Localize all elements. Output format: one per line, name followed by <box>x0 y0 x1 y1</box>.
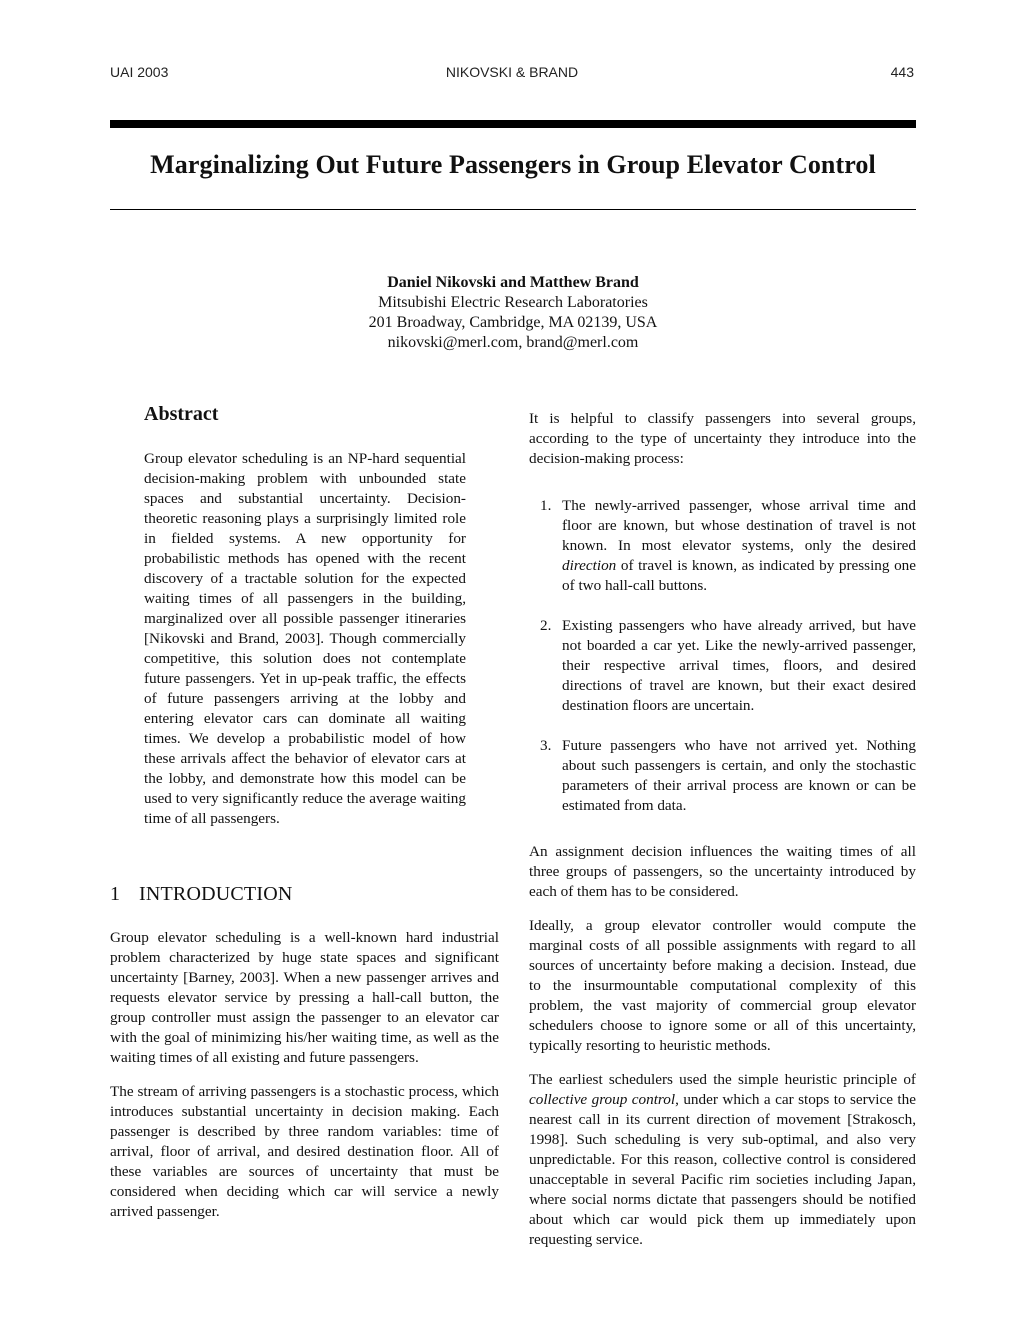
list-item-text-end: of travel is known, as indicated by pressing one of two hall-call buttons. <box>562 557 916 594</box>
classification-intro: It is helpful to classify passengers into several groups, according to the type of uncertainty they introduce into the decision-making process: <box>529 410 916 467</box>
right-column <box>529 409 916 1250</box>
paragraph-text-end: , under which a car stops to service the nearest call in its current direction of movement [Strakosch, 1998]. Such scheduling is very sub-optimal, and also very unpredictable. For this reason, collective control is considered unacceptable in several Pacific rim societies including Japan, where social norms dictate that passengers should be notified about which car would pick them up immediately upon requesting service. <box>529 1091 916 1248</box>
passenger-group-list <box>529 496 916 816</box>
paper-title: Marginalizing Out Future Passengers in Group Elevator Control <box>150 150 876 179</box>
list-item <box>529 616 916 716</box>
section-title: INTRODUCTION <box>139 883 293 905</box>
author-names: Daniel Nikovski and Matthew Brand <box>387 274 639 291</box>
introduction-heading <box>110 884 499 904</box>
intro-paragraph-2: The stream of arriving passengers is a stochastic process, which introduces substantial uncertainty in decision making. Each passenger is described by three random variables: time of arrival, floor of arrival, and desired destination floor. All of these variables are sources of uncertainty that must be considered when deciding which car will service a newly arrived passenger. <box>110 1083 499 1220</box>
author-address: 201 Broadway, Cambridge, MA 02139, USA <box>368 314 658 331</box>
earliest-schedulers-paragraph <box>529 1070 916 1250</box>
running-header-venue: UAI 2003 <box>110 64 169 80</box>
list-item-number: 1. <box>540 497 552 514</box>
running-header-authors: NIKOVSKI & BRAND <box>445 64 579 80</box>
collective-control-term: collective group control <box>529 1091 676 1108</box>
assignment-paragraph: An assignment decision influences the waiting times of all three groups of passengers, so the uncertainty introduced by each of them has to be considered. <box>529 843 916 900</box>
abstract-text: Group elevator scheduling is an NP-hard sequential decision-making problem with unbounded state spaces and substantial uncertainty. Decision-theoretic reasoning plays a surprisingly limited role in fielded systems. A new opportunity for probabilistic methods has opened with the recent discovery of a tractable solution for the expected waiting times of all passengers in the building, marginalized over all possible passenger itineraries [Nikovski and Brand, 2003]. Though commercially competitive, this solution does not contemplate future passengers. Yet in up-peak traffic, the effects of future passengers arriving at the lobby and entering elevator cars can dominate all waiting times. We develop a probabilistic model of how these arrivals affect the behavior of elevator cars at the lobby, and demonstrate how this model can be used to very significantly reduce the average waiting time of all passengers. <box>144 450 466 827</box>
list-item-number: 3. <box>540 737 552 754</box>
list-item <box>529 496 916 596</box>
list-item-text: The newly-arrived passenger, whose arrival time and floor are known, but whose destination of travel is not known. In most elevator systems, only the desired <box>562 497 916 554</box>
list-item-text: Future passengers who have not arrived yet. Nothing about such passengers is certain, and only the stochastic parameters of their arrival process are known or can be estimated from data. <box>562 737 916 814</box>
author-affiliation: Mitsubishi Electric Research Laboratories <box>378 294 648 311</box>
list-item-number: 2. <box>540 617 552 634</box>
paragraph-text: The earliest schedulers used the simple heuristic principle of <box>529 1071 916 1088</box>
intro-paragraph-1: Group elevator scheduling is a well-known hard industrial problem characterized by huge state spaces and significant uncertainty [Barney, 2003]. When a new passenger arrives and requests elevator service by pressing a hall-call button, the group controller must assign the passenger to an elevator car with the goal of minimizing his/her waiting time, as well as the waiting times of all existing and future passengers. <box>110 929 499 1066</box>
list-item-emphasis: direction <box>562 557 617 574</box>
page-number: 443 <box>890 64 914 80</box>
author-block <box>110 273 916 353</box>
abstract-heading: Abstract <box>144 403 219 425</box>
ideal-controller-paragraph: Ideally, a group elevator controller would compute the marginal costs of all possible assignments with regard to all sources of uncertainty before making a decision. Instead, due to the insurmountable computational complexity of this problem, the vast majority of commercial group elevator schedulers choose to ignore some or all of this uncertainty, typically resorting to heuristic methods. <box>529 917 916 1054</box>
section-number: 1 <box>110 883 121 905</box>
title-top-rule <box>110 120 916 128</box>
abstract-section <box>144 404 466 829</box>
introduction-section <box>110 884 499 1222</box>
title-bottom-rule <box>110 209 916 210</box>
list-item <box>529 736 916 816</box>
list-item-text: Existing passengers who have already arrived, but have not boarded a car yet. Like the newly-arrived passenger, their respective arrival times, floors, and desired directions of travel are known, but their exact desired destination floors are uncertain. <box>562 617 916 714</box>
author-emails: nikovski@merl.com, brand@merl.com <box>387 334 639 351</box>
